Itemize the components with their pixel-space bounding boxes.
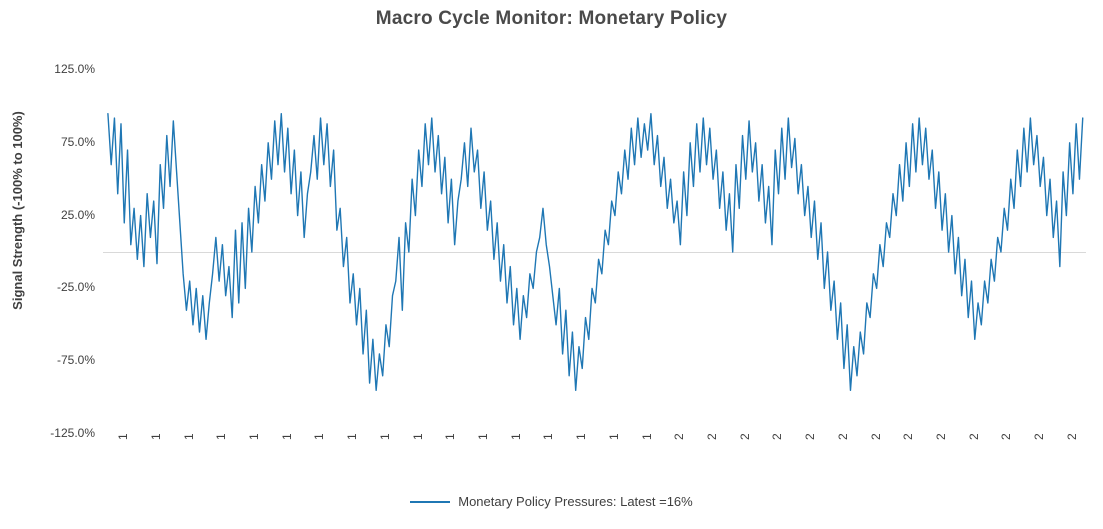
legend-color-swatch [410, 501, 450, 503]
y-tick-label-text: 125.0% [54, 62, 95, 76]
series-line-monetary-policy-pressures [103, 70, 1086, 434]
y-tick-label-text: -25.0% [56, 280, 95, 295]
chart-title: Macro Cycle Monitor: Monetary Policy [375, 8, 728, 29]
chart-legend [0, 494, 1103, 509]
y-axis-title-text: Signal Strength (-100% to 100%) [9, 110, 25, 310]
plot-area [103, 70, 1086, 434]
y-tick-label-text: 25.0% [60, 207, 95, 222]
y-tick-label-text: -75.0% [56, 353, 95, 368]
legend-label: Monetary Policy Pressures: Latest =16% [458, 494, 693, 509]
y-axis-title [2, 0, 32, 420]
y-tick-label-text: 75.0% [60, 134, 95, 149]
y-tick-label-text: -125.0% [50, 426, 95, 440]
